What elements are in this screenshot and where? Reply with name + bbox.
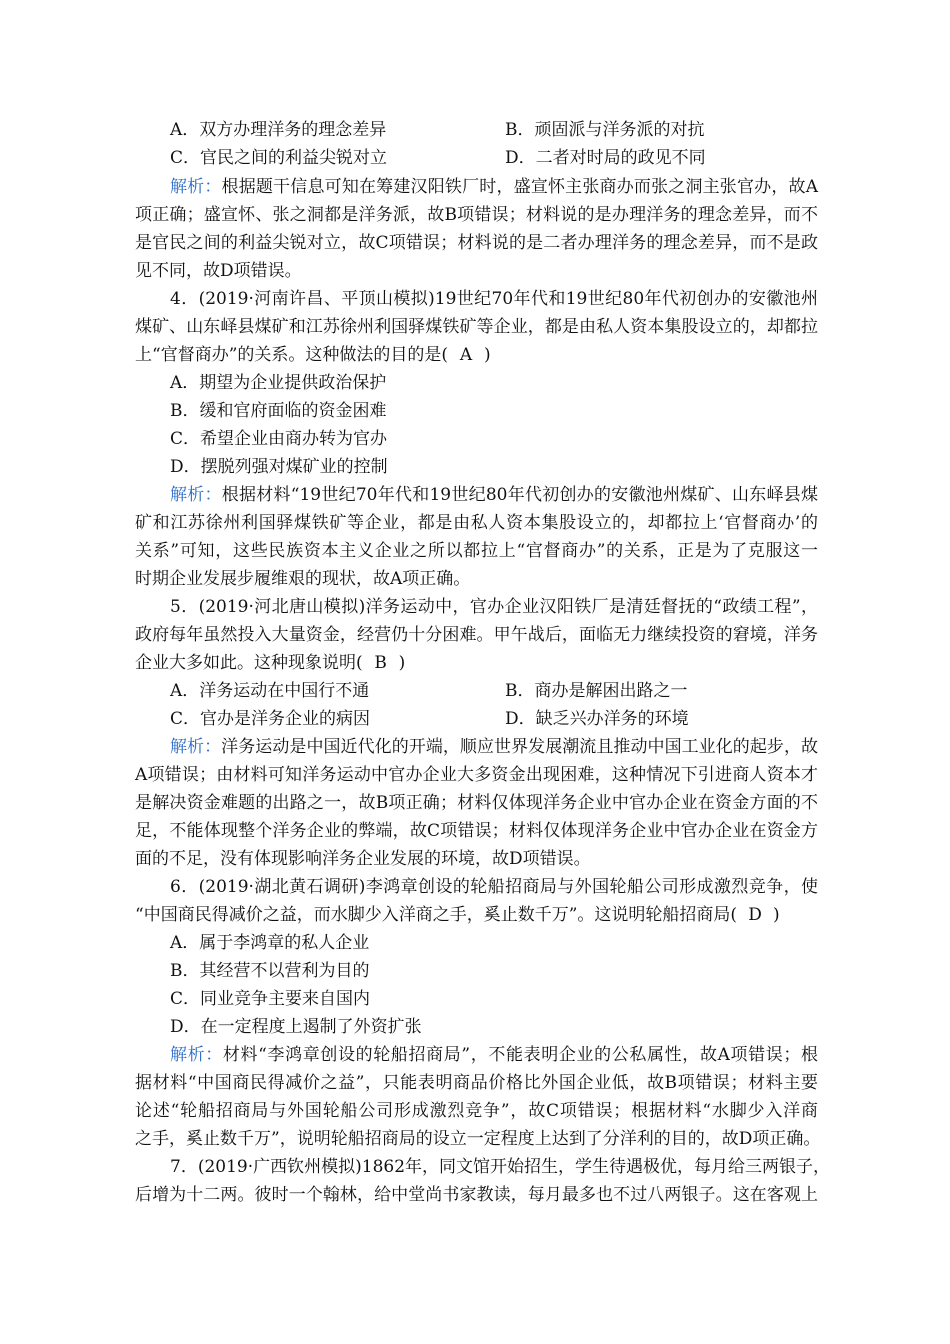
q5-analysis-line-2: A项错误；由材料可知洋务运动中官办企业大多资金出现困难，这种情况下引进商人资本才 (135, 765, 818, 785)
q4-analysis-text-1: 根据材料“19世纪70年代和19世纪80年代初创办的安徽池州煤矿、山东峄县煤 (221, 485, 819, 505)
q6-analysis-line-4: 之手，奚止数千万”，说明轮船招商局的设立一定程度上达到了分洋利的目的，故D项正确。 (135, 1129, 821, 1149)
q5-answer: B (374, 653, 387, 673)
q4-option-b: B．缓和官府面临的资金困难 (170, 401, 387, 421)
q5-analysis-line-1 (170, 733, 818, 761)
q4-analysis-line-1 (170, 481, 818, 509)
q3-analysis-label: 解析： (170, 177, 222, 197)
q7-stem-line-1: 7．(2019·广西钦州模拟)1862年，同文馆开始招生，学生待遇极优，每月给三两银子， (170, 1157, 831, 1177)
q5-analysis-label: 解析： (170, 737, 222, 757)
q5-analysis-line-3: 是解决资金难题的出路之一，故B项正确；材料仅体现洋务企业中官办企业在资金方面的不 (135, 793, 818, 813)
q6-option-b: B．其经营不以营利为目的 (170, 961, 370, 981)
q3-option-d: D．二者对时局的政见不同 (505, 148, 706, 168)
q3-option-b: B．顽固派与洋务派的对抗 (505, 120, 705, 140)
q4-analysis-line-2: 矿和江苏徐州利国驿煤铁矿等企业，都是由私人资本集股设立的，却都拉上‘官督商办’的 (135, 513, 818, 533)
q6-option-a: A．属于李鸿章的私人企业 (170, 933, 370, 953)
q5-option-b: B．商办是解困出路之一 (505, 681, 688, 701)
q6-stem-text-2: “中国商民得减价之益，而水脚少入洋商之手，奚止数千万”。这说明轮船招商局( (135, 905, 738, 925)
q5-stem-close: ) (398, 653, 406, 673)
q5-analysis-line-4: 足，不能体现整个洋务企业的弊端，故C项错误；材料仅体现洋务企业中官办企业在资金方 (135, 821, 818, 841)
q6-analysis-line-1 (170, 1041, 818, 1069)
q6-stem-close: ) (773, 905, 780, 925)
q4-analysis-line-3: 关系”可知，这些民族资本主义企业之所以都拉上“官督商办”的关系，正是为了克服这一 (135, 541, 818, 561)
q4-analysis-line-4: 时期企业发展步履维艰的现状，故A项正确。 (135, 569, 471, 589)
q6-option-c: C．同业竞争主要来自国内 (170, 989, 371, 1009)
q5-option-a: A．洋务运动在中国行不通 (170, 681, 370, 701)
q5-stem-line-3 (135, 649, 405, 677)
q3-option-c: C．官民之间的利益尖锐对立 (170, 148, 388, 168)
q5-stem-line-2: 政府每年虽然投入大量资金，经营仍十分困难。甲午战后，面临无力继续投资的窘境，洋务 (135, 625, 818, 645)
q7-stem-line-2: 后增为十二两。彼时一个翰林，给中堂尚书家教读，每月最多也不过八两银子。这在客观上 (135, 1185, 818, 1205)
q3-analysis-line-2: 项正确；盛宣怀、张之洞都是洋务派，故B项错误；材料说的是办理洋务的理念差异，而不 (135, 205, 818, 225)
q5-option-c: C．官办是洋务企业的病因 (170, 709, 371, 729)
q4-stem-line-3 (135, 341, 491, 369)
q3-analysis-line-3: 是官民之间的利益尖锐对立，故C项错误；材料说的是二者办理洋务的理念差异，而不是政 (135, 233, 818, 253)
q6-analysis-line-2: 据材料“中国商民得减价之益”，只能表明商品价格比外国企业低，故B项错误；材料主要 (135, 1073, 818, 1093)
q6-analysis-label: 解析： (170, 1045, 223, 1065)
q4-answer: A (459, 345, 473, 365)
q6-analysis-line-3: 论述“轮船招商局与外国轮船公司形成激烈竞争”，故C项错误；根据材料“水脚少入洋商 (135, 1101, 818, 1121)
q5-stem-line-1: 5．(2019·河北唐山模拟)洋务运动中，官办企业汉阳铁厂是清廷督抚的“政绩工程”， (170, 597, 818, 617)
q5-analysis-text-1: 洋务运动是中国近代化的开端，顺应世界发展潮流且推动中国工业化的起步，故 (221, 737, 819, 757)
q3-analysis-line-4: 见不同，故D项错误。 (135, 261, 302, 281)
q6-answer: D (748, 905, 762, 925)
q5-option-d: D．缺乏兴办洋务的环境 (505, 709, 689, 729)
q4-option-a: A．期望为企业提供政治保护 (170, 373, 387, 393)
q6-stem-line-2 (135, 901, 780, 929)
q4-stem-line-1: 4．(2019·河南许昌、平顶山模拟)19世纪70年代和19世纪80年代初创办的安徽池州 (170, 289, 818, 309)
q3-analysis-text-1: 根据题干信息可知在筹建汉阳铁厂时，盛宣怀主张商办而张之洞主张官办，故A (221, 177, 818, 197)
q4-stem-line-2: 煤矿、山东峄县煤矿和江苏徐州利国驿煤铁矿等企业，都是由私人资本集股设立的，却都拉 (135, 317, 818, 337)
q4-stem-close: ) (484, 345, 491, 365)
q6-option-d: D．在一定程度上遏制了外资扩张 (170, 1017, 422, 1037)
q3-option-a: A．双方办理洋务的理念差异 (170, 120, 387, 140)
q4-option-d: D．摆脱列强对煤矿业的控制 (170, 457, 388, 477)
q4-stem-text-3: 上“官督商办”的关系。这种做法的目的是( (135, 345, 449, 365)
q3-analysis-line-1 (170, 173, 818, 201)
q5-stem-text-3: 企业大多如此。这种现象说明( (135, 653, 363, 673)
q6-analysis-text-1: 材料“李鸿章创设的轮船招商局”，不能表明企业的公私属性，故A项错误；根 (222, 1045, 819, 1065)
q5-analysis-line-5: 面的不足，没有体现影响洋务企业发展的环境，故D项错误。 (135, 849, 591, 869)
q4-option-c: C．希望企业由商办转为官办 (170, 429, 388, 449)
q6-stem-line-1: 6．(2019·湖北黄石调研)李鸿章创设的轮船招商局与外国轮船公司形成激烈竞争，使 (170, 877, 818, 897)
q4-analysis-label: 解析： (170, 485, 222, 505)
